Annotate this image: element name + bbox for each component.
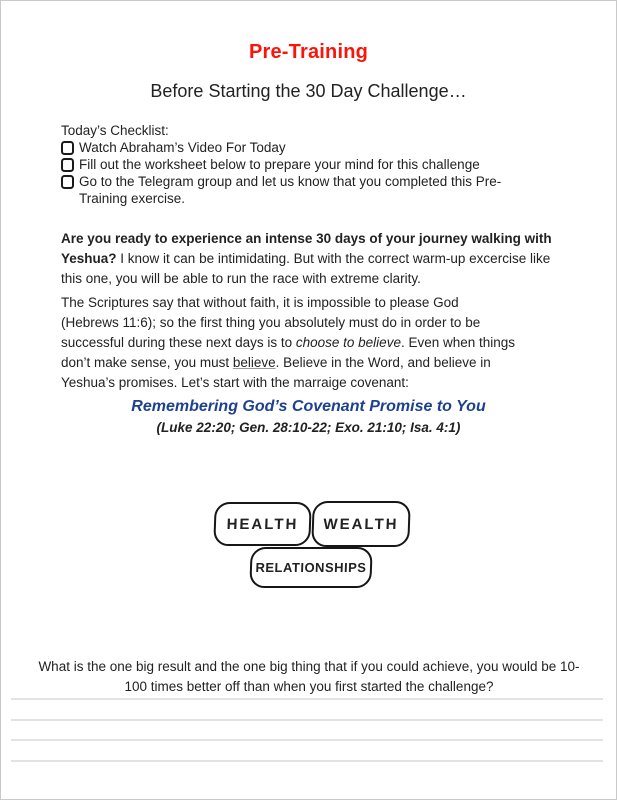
intro-rest: I know it can be intimidating. But with the correct warm-up excercise like this one, you will be able to run the race with extreme clarity.: [61, 251, 551, 286]
scripture-underlined-word: believe: [232, 355, 276, 370]
page-title: Pre-Training: [248, 41, 369, 63]
diagram-box-health-label: HEALTH: [226, 515, 299, 533]
answer-line: [11, 719, 603, 740]
checklist-item-label: Watch Abraham’s Video For Today: [79, 140, 286, 155]
answer-lines: [11, 698, 603, 780]
covenant-references: (Luke 22:20; Gen. 28:10-22; Exo. 21:10; Isa. 4:1): [156, 420, 461, 435]
checklist-heading: Today’s Checklist:: [61, 123, 169, 138]
diagram-box-relationships-label: RELATIONSHIPS: [255, 560, 367, 575]
scripture-paragraph: [61, 293, 519, 393]
covenant-heading: Remembering God’s Covenant Promise to You: [131, 398, 486, 415]
checkbox-icon[interactable]: [61, 158, 74, 172]
checklist-item-label: Fill out the worksheet below to prepare your mind for this challenge: [79, 157, 480, 172]
checklist-item: [61, 173, 531, 207]
scripture-italic-phrase: choose to believe: [295, 335, 401, 350]
answer-line: [11, 739, 603, 760]
scripture-part-3: . Believe in the Word, and believe in Yeshua’s promises. Let’s start with the marraige covenant:: [61, 355, 491, 390]
checkbox-icon[interactable]: [61, 175, 74, 189]
checklist-item: [61, 156, 531, 173]
diagram-box-relationships: [249, 547, 372, 588]
scripture-part-1: The Scriptures say that without faith, it is impossible to please God (Hebrews 11:6); so the first thing you absolutely must do in order to be successful during these next days is to: [61, 295, 481, 350]
checklist-item: [61, 139, 531, 156]
diagram-box-wealth-label: WEALTH: [323, 515, 399, 533]
intro-paragraph: [61, 229, 566, 289]
checklist-item-label: Go to the Telegram group and let us know that you completed this Pre-Training exercise.: [79, 174, 502, 206]
answer-line: [11, 698, 603, 719]
diagram-box-health: [213, 502, 312, 546]
intro-question-bold: Are you ready to experience an intense 30 days of your journey walking with Yeshua?: [61, 231, 552, 266]
checklist: [61, 122, 531, 207]
question-text: What is the one big result and the one big thing that if you could achieve, you would be 10-100 times better off than when you first started the challenge?: [38, 659, 580, 694]
page-subtitle: Before Starting the 30 Day Challenge…: [150, 81, 467, 101]
answer-line: [11, 760, 603, 781]
checkbox-icon[interactable]: [61, 141, 74, 155]
scripture-part-2: . Even when things don’t make sense, you must: [61, 335, 516, 370]
diagram-box-wealth: [311, 501, 411, 547]
